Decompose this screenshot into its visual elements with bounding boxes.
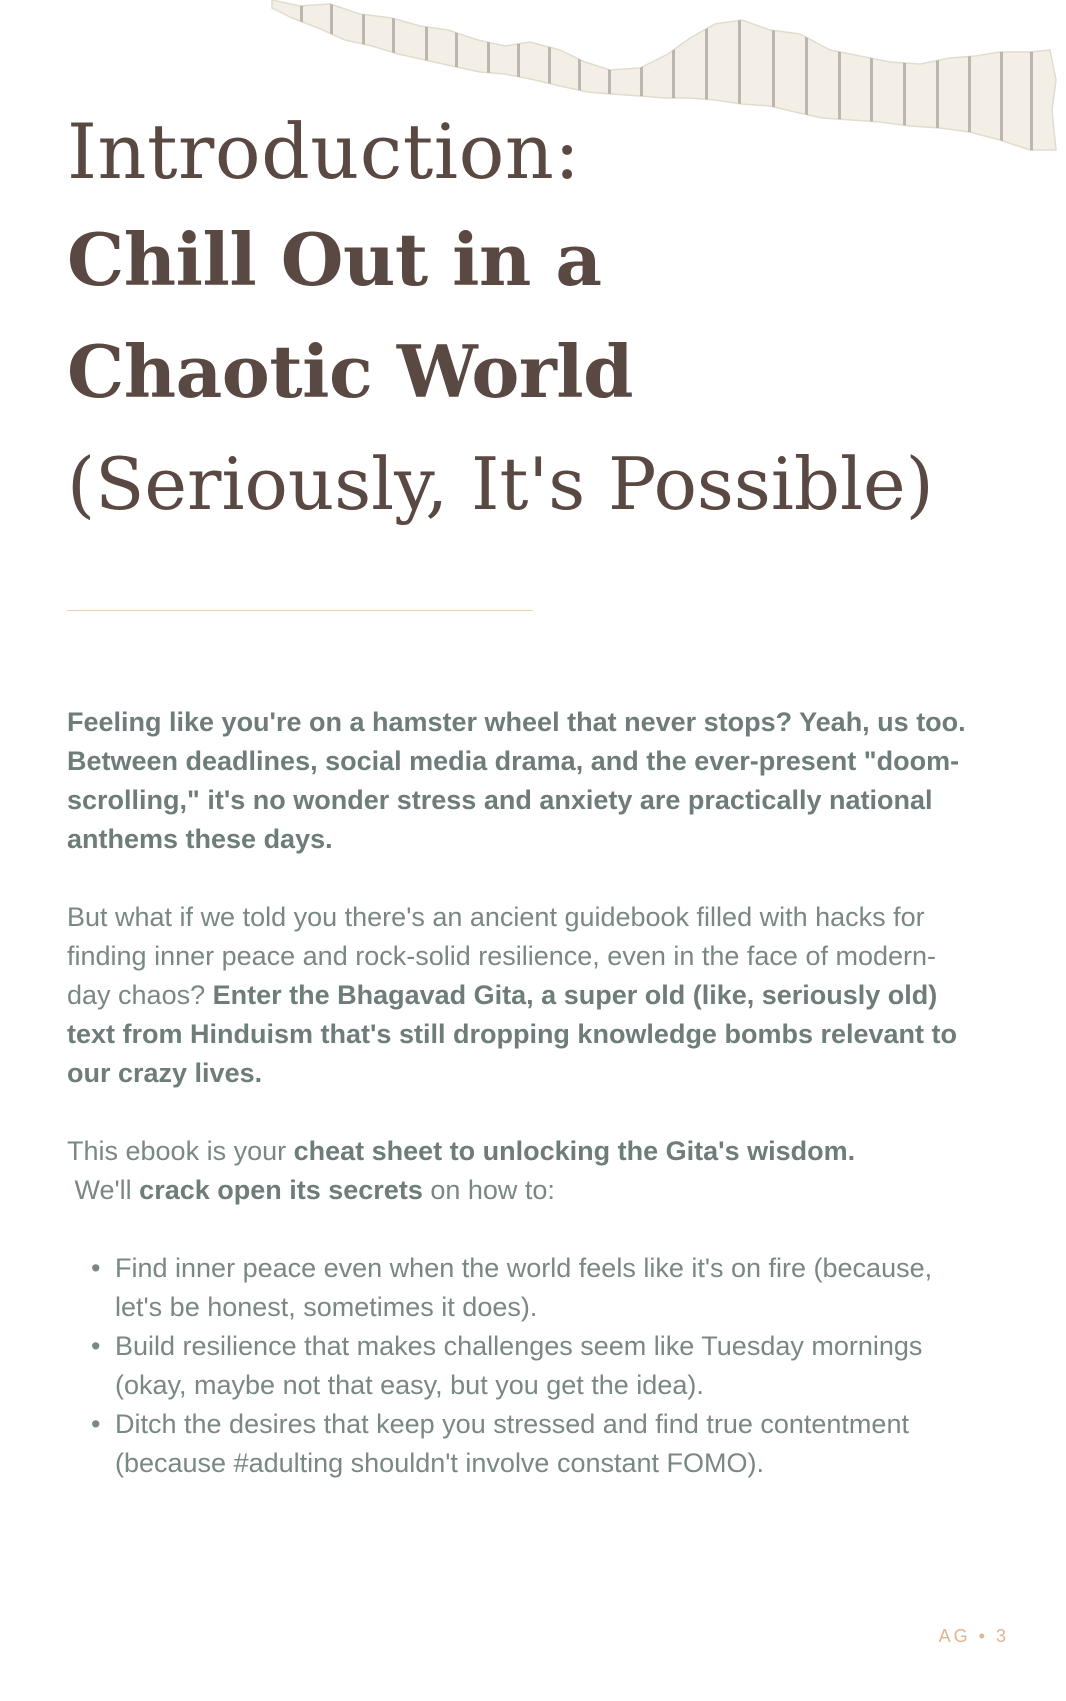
title-divider xyxy=(67,610,533,611)
gita-paragraph-bold: Enter the Bhagavad Gita, a super old (like, seriously old) text from Hinduism that's still dropping knowledge bombs relevant to our crazy lives. xyxy=(67,980,957,1088)
ebook-paragraph-text-2: We'll xyxy=(67,1175,140,1205)
ebook-paragraph-text-1: This ebook is your xyxy=(67,1136,294,1166)
ebook-paragraph xyxy=(67,1132,967,1210)
gita-paragraph-text: But what if we told you there's an ancient guidebook filled with hacks for finding inner peace and rock-solid resilience, even in the face of modern-day chaos? xyxy=(67,902,936,1010)
list-item xyxy=(91,1249,967,1327)
list-item-text: Build resilience that makes challenges seem like Tuesday mornings (okay, maybe not that easy, but you get the idea). xyxy=(115,1331,923,1400)
title-introduction: Introduction: xyxy=(67,107,581,196)
gita-paragraph xyxy=(67,898,967,1093)
bullet-icon: • xyxy=(91,1331,101,1361)
list-item-text: Ditch the desires that keep you stressed and find true contentment (because #adulting shouldn't involve constant FOMO). xyxy=(115,1409,909,1478)
chapter-title xyxy=(67,100,1007,540)
ebook-paragraph-text-3: on how to: xyxy=(422,1175,555,1205)
page-number: AG • 3 xyxy=(938,1626,1009,1646)
intro-paragraph xyxy=(67,703,967,859)
ebook-paragraph-bold-1: cheat sheet to unlocking the Gita's wisdom. xyxy=(293,1136,856,1166)
title-main-line-1: Chill Out in a xyxy=(67,217,602,302)
list-item-text: Find inner peace even when the world feels like it's on fire (because, let's be honest, sometimes it does). xyxy=(115,1253,933,1322)
benefits-list xyxy=(67,1249,967,1483)
list-item xyxy=(91,1327,967,1405)
body-text xyxy=(67,703,967,1483)
title-main-line-2: Chaotic World xyxy=(67,329,633,414)
bullet-icon: • xyxy=(91,1253,101,1283)
intro-paragraph-text: Feeling like you're on a hamster wheel that never stops? Yeah, us too. Between deadlines, social media drama, and the ever-present "doom-scrolling," it's no wonder stress and anxiety are practically national anthems these days. xyxy=(67,707,966,854)
ebook-paragraph-bold-2: crack open its secrets xyxy=(139,1175,423,1205)
list-item xyxy=(91,1405,967,1483)
title-subtitle: (Seriously, It's Possible) xyxy=(67,442,934,526)
bullet-icon: • xyxy=(91,1409,101,1439)
